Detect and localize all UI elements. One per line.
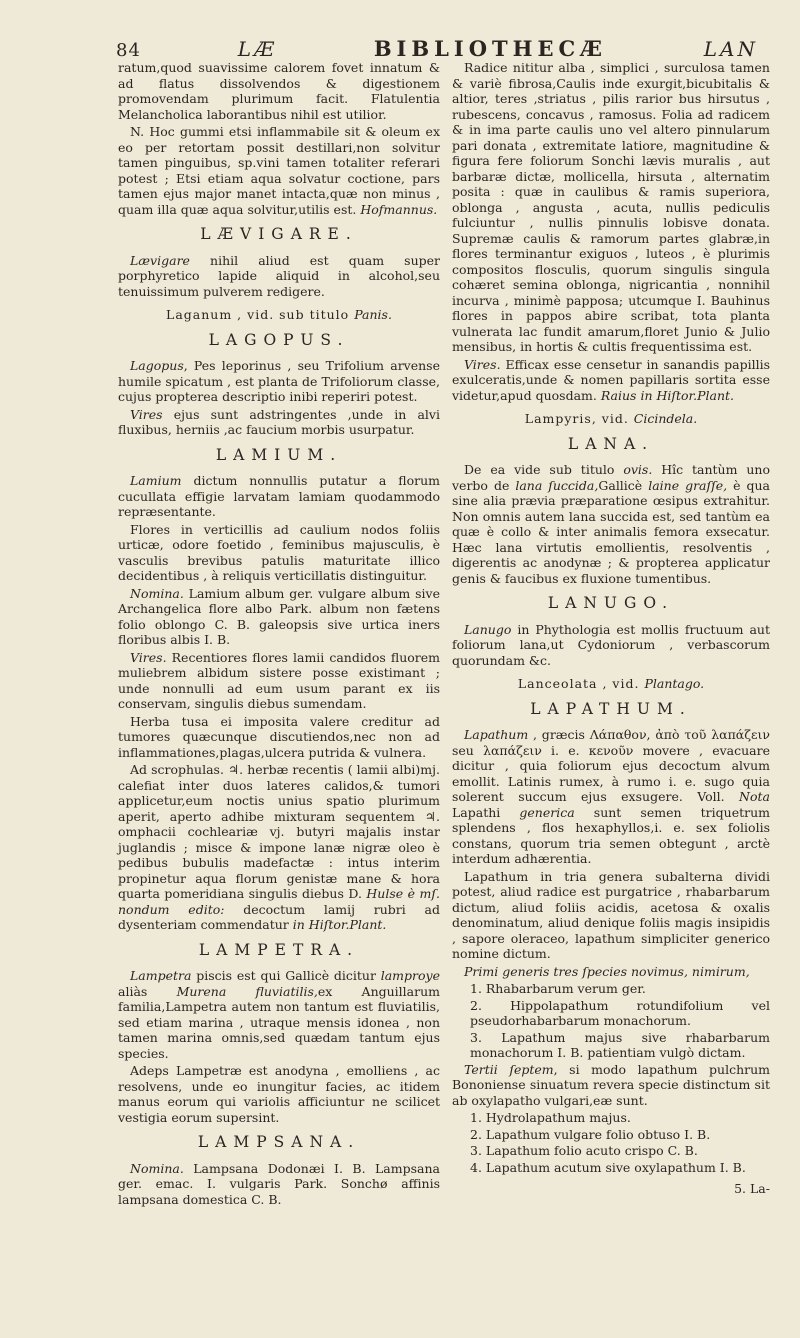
- right-column: [452, 60, 770, 1197]
- list-item: 3. Lapathum folio acuto crispo C. B.: [470, 1143, 698, 1158]
- left-column: [118, 60, 440, 1209]
- paragraph: Nomina. Lamium album ger. vulgare album sive Archangelica flore albo Park. album non fætens folio oblongo C. B. galeopsis sive urtica iners floribus albis I. B.: [118, 585, 440, 647]
- entry-heading-lampsana: LAMPSANA.: [197, 1133, 361, 1151]
- author-citation: Hofmannus.: [360, 201, 438, 217]
- right-keyword: LAN: [703, 37, 758, 61]
- list-item: 2. Hippolapathum rotundifolium vel pseudorhabarbarum monachorum.: [470, 997, 770, 1028]
- catchword: 5. La-: [734, 1181, 770, 1196]
- paragraph: Lapathum , græcis Λάπαθον, ἀπὸ τοῦ λαπάζειν seu λαπάζειν i. e. κενοῦν movere , evacuare dicitur , quia foliorum ejus decoctum alvum emollit. Latinis rumex, à rumo i. e. sugo quia solerent succum ejus exsugere. Voll. Nota Lapathi generica sunt semen triquetrum splendens , flos hexaphyllos,i. e. sex foliolis constans, quorum tria semen obtegunt , arctè interdum adhærentia.: [452, 727, 770, 866]
- paragraph: Lævigare nihil aliud est quam super porphyretico lapide aliquid in alcohol,seu tenuissimum pulverem redigere.: [118, 252, 440, 299]
- paragraph: Adeps Lampetræ est anodyna , emolliens , ac resolvens, unde eo inungitur facies, ac itidem manus eorum qui variolis afficiuntur ne scilicet vestigia eorum supersint.: [118, 1063, 440, 1125]
- list-item: 1. Hydrolapathum majus.: [470, 1110, 631, 1125]
- page-number: 84: [116, 40, 141, 61]
- paragraph: De ea vide sub titulo ovis. Hîc tantùm uno verbo de lana ſuccida,Gallicè laine graſſe, è qua sine alia prævia præparatione œsipus extrahitur. Non omnis autem lana succida est, sed tantùm ea quæ è collo & inter animalis femora exsecatur. Hæc lana virtutis emollientis, resolventis , digerentis ac anodynæ ; & propterea applicatur genis & faucibus ex fluxione tumentibus.: [452, 462, 770, 586]
- cross-reference-laganum: Laganum , vid. sub titulo Panis.: [166, 307, 392, 322]
- list-item: 1. Rhabarbarum verum ger.: [470, 981, 646, 996]
- paragraph: Tertii ſeptem, si modo lapathum pulchrum Bononiense sinuatum revera specie distinctum sit ab oxylapatho vulgari,eæ sunt.: [452, 1061, 770, 1108]
- paragraph: Flores in verticillis ad caulium nodos foliis urticæ, odore foetido , feminibus majusculis, è vasculis brevibus patulis maturitate illico decidentibus , à reliquis verticillatis distinguitur.: [118, 521, 440, 583]
- paragraph: Lampetra piscis est qui Gallicè dicitur lamproye aliàs Murena fluviatilis,ex Anguillarum familia,Lampetra autem non tantum est fluviatilis, sed etiam marina , utraque mensis idonea , non tamen marina omnis,sed quædam tantum ejus species.: [118, 968, 440, 1061]
- list-item: 4. Lapathum acutum sive oxylapathum I. B.: [470, 1159, 746, 1175]
- paragraph: Vires. Efficax esse censetur in sanandis papillis exulceratis,unde & nomen papillaris sortita esse videtur,apud quosdam. Raius in Hiſtor.Plant.: [452, 356, 770, 403]
- entry-heading-lapathum: LAPATHUM.: [530, 699, 692, 718]
- entry-heading-lagopus: LAGOPUS.: [208, 330, 350, 349]
- entry-heading-lanugo: LANUGO.: [547, 594, 675, 612]
- running-header: [116, 36, 758, 60]
- paragraph: N. Hoc gummi etsi inflammabile sit & oleum ex eo per retortam possit destillari,non solvitur tamen pinguibus, sp.vini tamen totaliter referari potest ; Etsi etiam aqua solvatur coctione, pars tamen ejus major manet intacta,quæ non minus , quam illa quæ aqua solvitur,utilis est. Hofmannus.: [118, 124, 440, 217]
- author-citation: Raius in Hiſtor.Plant.: [600, 387, 735, 403]
- paragraph: Primi generis tres ſpecies novimus, nimirum,: [464, 963, 750, 979]
- paragraph: Lapathum in tria genera subalterna dividi potest, aliud radice est purgatrice , rhabarbarum dictum, aliud foliis acidis, acetosa & oxalis denominatum, aliud denique foliis magis insipidis , sapore oleraceo, lapathum simpliciter generico nomine dictum.: [452, 868, 770, 961]
- paragraph: Lagopus, Pes leporinus , seu Trifolium arvense humile spicatum , est planta de Trifoliorum classe, cujus propterea descriptio inibi reperiri potest.: [118, 358, 440, 404]
- paragraph: Nomina. Lampsana Dodonæi I. B. Lampsana ger. emac. I. vulgaris Park. Sonchø affinis lampsana domestica C. B.: [118, 1160, 440, 1207]
- left-keyword: LÆ: [237, 37, 278, 61]
- cross-reference-lanceolata: Lanceolata , vid. Plantago.: [517, 676, 705, 691]
- entry-heading-lamium: LAMIUM.: [215, 445, 343, 464]
- paragraph: Vires ejus sunt adstringentes ,unde in alvi fluxibus, herniis ,ac faucium morbis usurpatur.: [118, 406, 440, 437]
- paragraph: Lanugo in Phythologia est mollis fructuum aut foliorum lana,ut Cydoniorum , verbascorum quorundam &c.: [452, 621, 770, 668]
- cross-reference-lampyris: Lampyris, vid. Cicindela.: [524, 411, 698, 426]
- paragraph: Herba tusa ei imposita valere creditur ad tumores quæcunque discutiendos,nec non ad inflammationes,plagas,ulcera putrida & vulnera.: [118, 713, 440, 760]
- paragraph: Vires. Recentiores flores lamii candidos fluorem muliebrem albidum sistere posse existimant ; unde nonnulli ad eum usum parant ex iis conservam, singulis diebus sumendam.: [118, 649, 440, 711]
- list-item: 2. Lapathum vulgare folio obtuso I. B.: [470, 1126, 711, 1142]
- paragraph: Radice nititur alba , simplici , surculosa tamen & variè fibrosa,Caulis inde exurgit,bicubitalis & altior, teres ,striatus , pilis rarior bus hirsutus , rubescens, concavus , ramosus. Folia ad radicem & in ima parte caulis uno vel altero pinnularum pari donata , extremitate latiore, magnitudine & figura fere foliorum Sonchi lævis muralis , aut barbaræ dictæ, mollicella, hirsuta , alternatim posita : quæ in caulibus & ramis superiora, oblonga , angusta , acuta, nullis pediculis fulciuntur , nullis pinnulis lobisve donata. Supremæ caulis & ramorum partes glabræ,in flores terminantur exiguos , luteos , è plurimis compositos flosculis, quorum singulis singula cohæret semina oblonga, nigricantia , nonnihil incurva , minimè papposa; utcumque I. Bauhinus flores in pappos abire scribat, tota planta vulnerata lac fundit amarum,floret Junio & Julio mensibus, in hortis & cultis frequentissima est.: [452, 60, 770, 354]
- list-item: 3. Lapathum majus sive rhabarbarum monachorum I. B. patientiam vulgò dictam.: [470, 1029, 770, 1060]
- paragraph: Lamium dictum nonnullis putatur a florum cucullata effigie larvatam lamiam quodammodo repræsentante.: [118, 473, 440, 519]
- entry-heading-lampetra: LAMPETRA.: [198, 940, 360, 959]
- entry-heading-laevigare: LÆVIGARE.: [200, 225, 358, 243]
- running-title: BIBLIOTHECÆ: [373, 36, 607, 61]
- paragraph: Ad scrophulas. ♃. herbæ recentis ( lamii albi)mj. calefiat inter duos lateres calidos,& tumori applicetur,eum noctis unius spatio plurimum aperit, aperto adhibe mixturam sequentem ♃. omphacii cochleariæ vj. butyri majalis instar juglandis ; misce & impone lanæ nigræ oleo è pedibus bubulis madefactæ : intus interim propinetur aqua florum genistæ mane & hora quarta pomeridiana singulis diebus D. Hulse è mſ. nondum edito: decoctum lamij rubri ad dysenteriam commendatur in Hiſtor.Plant.: [118, 762, 440, 932]
- entry-heading-lana: LANA.: [567, 434, 655, 453]
- paragraph: ratum,quod suavissime calorem fovet innatum & ad flatus dissolvendos & digestionem promovendam plurimum facit. Flatulentia Melancholica laborantibus nihil est utilior.: [118, 60, 440, 122]
